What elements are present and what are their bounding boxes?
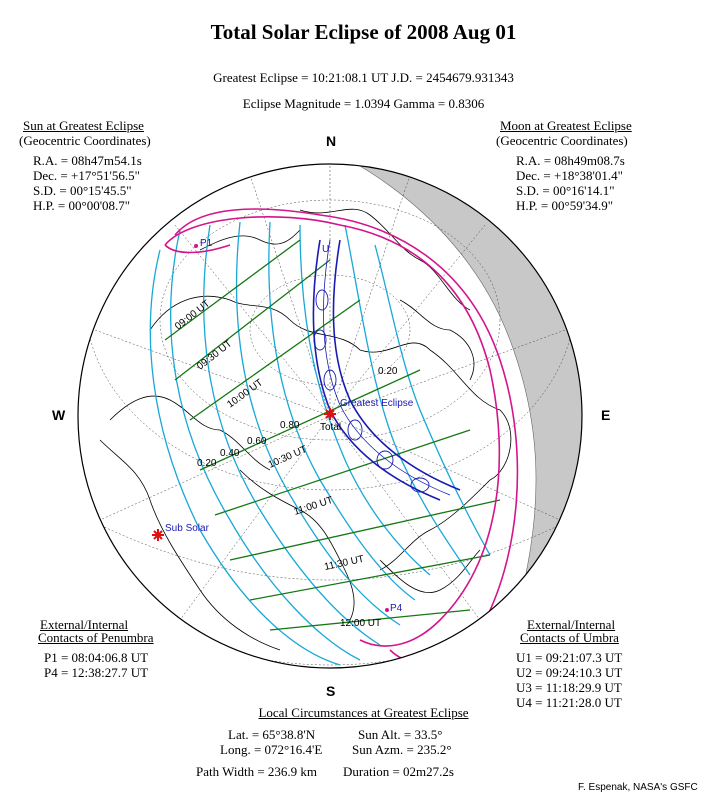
p4-label: P4 xyxy=(390,603,403,614)
mag-label-060: 0.60 xyxy=(247,436,267,447)
local-header: Local Circumstances at Greatest Eclipse xyxy=(258,705,469,720)
credit-text: F. Espenak, NASA's GSFC xyxy=(578,782,698,793)
umbra-u2: U2 = 09:24:10.3 UT xyxy=(516,665,623,680)
local-duration: Duration = 02m27.2s xyxy=(343,764,454,779)
local-sun-alt: Sun Alt. = 33.5° xyxy=(358,727,443,742)
sun-sd: S.D. = 00°15'45.5" xyxy=(33,183,132,198)
sun-subheader: (Geocentric Coordinates) xyxy=(19,133,151,148)
moon-sd: S.D. = 00°16'14.1" xyxy=(516,183,615,198)
penumbra-p4: P4 = 12:38:27.7 UT xyxy=(44,665,149,680)
north-marker: N xyxy=(326,133,337,149)
mag-label-080: 0.80 xyxy=(280,420,300,431)
time-label-0900: 09:00 UT xyxy=(173,298,213,333)
umbra-u4: U4 = 11:21:28.0 UT xyxy=(516,695,622,710)
eclipse-magnitude-info: Eclipse Magnitude = 1.0394 Gamma = 0.8306 xyxy=(242,96,485,111)
total-label: Total xyxy=(320,422,342,433)
time-label-1100: 11:00 UT xyxy=(292,494,335,518)
page-title: Total Solar Eclipse of 2008 Aug 01 xyxy=(210,20,517,44)
mag-label-020-east: 0.20 xyxy=(378,366,398,377)
sun-header: Sun at Greatest Eclipse xyxy=(23,118,144,133)
time-label-1030: 10:30 UT xyxy=(266,443,309,471)
penumbra-header-2: Contacts of Penumbra xyxy=(38,630,154,645)
penumbra-header-1: External/Internal xyxy=(40,617,129,632)
south-marker: S xyxy=(326,683,336,699)
moon-subheader: (Geocentric Coordinates) xyxy=(496,133,628,148)
moon-header: Moon at Greatest Eclipse xyxy=(500,118,632,133)
greatest-eclipse-label: Greatest Eclipse xyxy=(340,398,414,409)
u-label: U xyxy=(322,244,330,255)
sun-hp: H.P. = 00°00'08.7" xyxy=(33,198,131,213)
time-label-1200: 12:00 UT xyxy=(340,618,382,629)
west-marker: W xyxy=(52,407,66,423)
moon-ra: R.A. = 08h49m08.7s xyxy=(516,153,625,168)
umbra-header-1: External/Internal xyxy=(527,617,616,632)
mag-label-020: 0.20 xyxy=(197,458,217,469)
sun-dec: Dec. = +17°51'56.5" xyxy=(33,168,140,183)
p1-point xyxy=(194,244,198,248)
greatest-eclipse-info: Greatest Eclipse = 10:21:08.1 UT J.D. = 2454679.931343 xyxy=(213,70,514,85)
moon-hp: H.P. = 00°59'34.9" xyxy=(516,198,614,213)
umbra-u3: U3 = 11:18:29.9 UT xyxy=(516,680,622,695)
sun-ra: R.A. = 08h47m54.1s xyxy=(33,153,142,168)
time-label-1130: 11:30 UT xyxy=(323,553,366,573)
local-path-width: Path Width = 236.9 km xyxy=(196,764,318,779)
time-label-0930: 09:30 UT xyxy=(195,338,235,373)
p1-label: P1 xyxy=(200,238,213,249)
sub-solar-label: Sub Solar xyxy=(165,523,209,534)
moon-dec: Dec. = +18°38'01.4" xyxy=(516,168,623,183)
time-label-1000: 10:00 UT xyxy=(225,377,266,411)
local-lat: Lat. = 65°38.8'N xyxy=(228,727,316,742)
p4-point xyxy=(385,608,389,612)
east-marker: E xyxy=(601,407,611,423)
local-sun-azm: Sun Azm. = 235.2° xyxy=(352,742,452,757)
local-long: Long. = 072°16.4'E xyxy=(220,742,323,757)
umbra-u1: U1 = 09:21:07.3 UT xyxy=(516,650,623,665)
umbra-header-2: Contacts of Umbra xyxy=(520,630,619,645)
penumbra-p1: P1 = 08:04:06.8 UT xyxy=(44,650,149,665)
mag-label-040: 0.40 xyxy=(220,448,240,459)
